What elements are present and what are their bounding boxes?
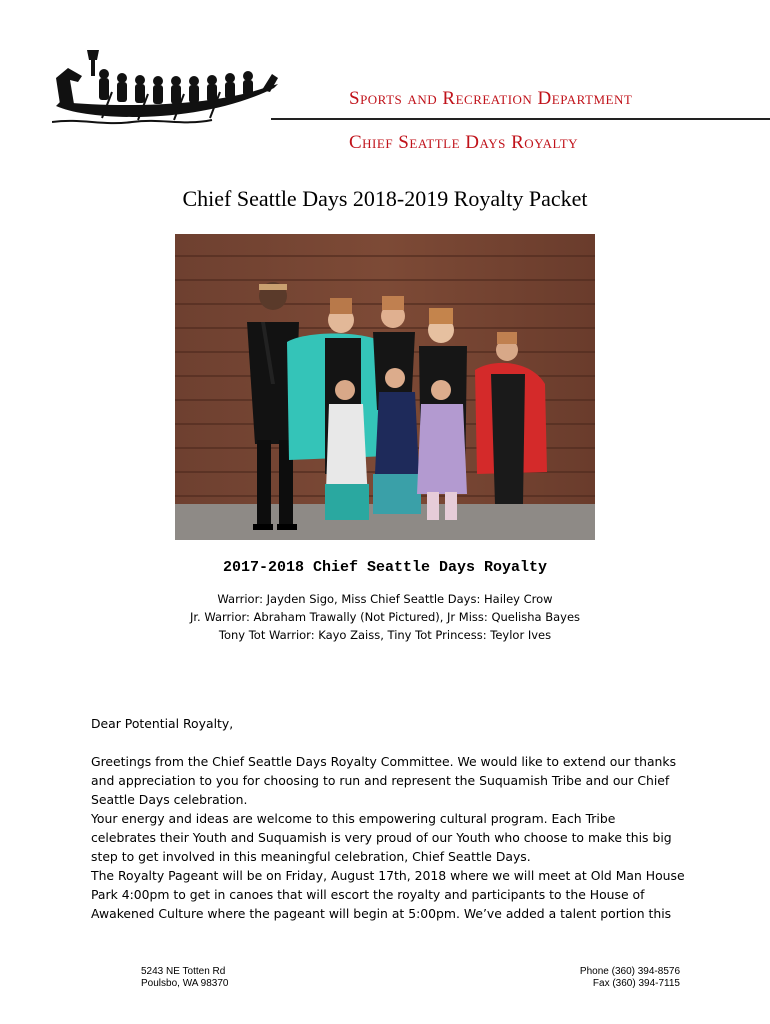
address-street: 5243 NE Totten Rd — [141, 966, 226, 977]
caption-line: Warrior: Jayden Sigo, Miss Chief Seattle Days: Hailey Crow — [217, 592, 553, 606]
royalty-group-photo — [175, 234, 595, 540]
program-subheading: Chief Seattle Days Royalty — [349, 132, 579, 153]
letter-line: and appreciation to you for choosing to run and represent the Suquamish Tribe and our Chief — [91, 773, 670, 788]
letter-line: Awakened Culture where the pageant will begin at 5:00pm. We’ve added a talent portion this — [91, 906, 672, 921]
canoe-paddlers-logo — [52, 48, 280, 128]
letter-line: The Royalty Pageant will be on Friday, August 17th, 2018 where we will meet at Old Man House — [91, 868, 685, 883]
letter-line: step to get involved in this meaningful celebration, Chief Seattle Days. — [91, 849, 531, 864]
letter-line: Park 4:00pm to get in canoes that will escort the royalty and participants to the House of — [91, 887, 645, 902]
photo-caption-title: 2017-2018 Chief Seattle Days Royalty — [222, 559, 548, 576]
footer-address — [141, 966, 228, 990]
caption-line: Jr. Warrior: Abraham Trawally (Not Pictured), Jr Miss: Quelisha Bayes — [189, 610, 581, 624]
letter-salutation: Dear Potential Royalty, — [91, 716, 234, 731]
caption-line: Tony Tot Warrior: Kayo Zaiss, Tiny Tot Princess: Teylor Ives — [218, 628, 552, 642]
phone-number: Phone (360) 394-8576 — [579, 966, 680, 977]
header-divider — [271, 118, 770, 120]
department-heading: Sports and Recreation Department — [349, 88, 633, 109]
letter-line: Your energy and ideas are welcome to this empowering cultural program. Each Tribe — [91, 811, 616, 826]
footer-contact — [580, 966, 680, 990]
letter-line: Seattle Days celebration. — [91, 792, 248, 807]
address-city: Poulsbo, WA 98370 — [141, 978, 229, 989]
letter-line: celebrates their Youth and Suquamish is very proud of our Youth who choose to make this big — [91, 830, 672, 845]
fax-number: Fax (360) 394-7115 — [592, 978, 680, 989]
document-title: Chief Seattle Days 2018-2019 Royalty Packet — [182, 186, 588, 211]
letter-line: Greetings from the Chief Seattle Days Royalty Committee. We would like to extend our thanks — [91, 754, 677, 769]
